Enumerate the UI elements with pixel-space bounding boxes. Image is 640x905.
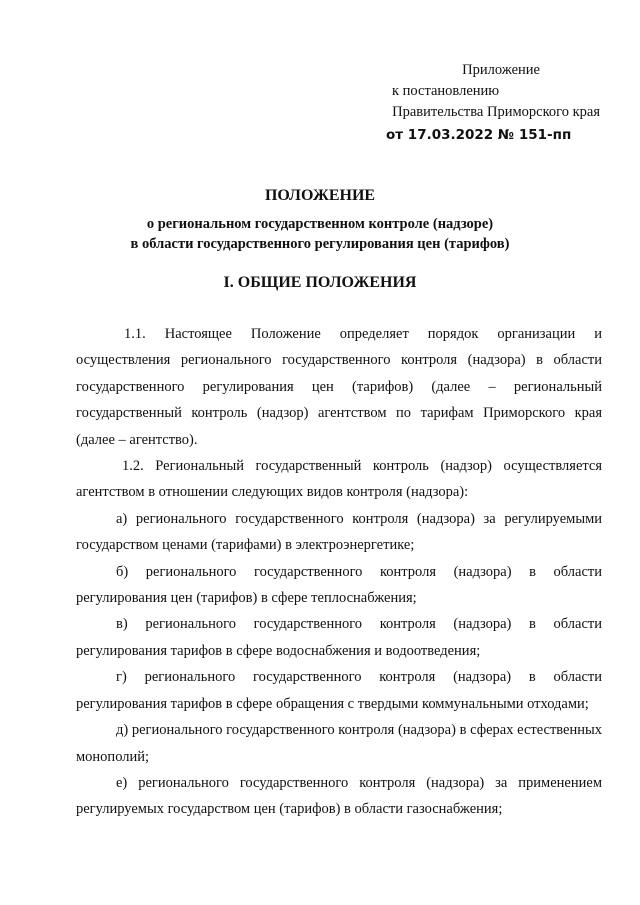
document-subtitle-line-2: в области государственного регулирования цен (тарифов)	[130, 236, 510, 252]
list-item-e: е) регионального государственного контроля (надзора) за применением регулируемых государством цен (тарифов) в области газоснабжения;	[76, 774, 602, 818]
list-item-d: д) регионального государственного контроля (надзора) в сферах естественных монополий;	[76, 722, 602, 765]
approval-line-resolution: к постановлению	[392, 83, 500, 99]
document-subtitle-line-1: о региональном государственном контроле (надзоре)	[146, 216, 494, 232]
list-item-g: г) регионального государственного контроля (надзора) в области регулирования тарифов в сфере обращения с твердыми коммунальными отходами;	[76, 669, 602, 712]
approval-line-date-number: от 17.03.2022 № 151-пп	[386, 127, 572, 143]
document-body	[76, 321, 602, 823]
approval-line-government: Правительства Приморского края	[392, 104, 600, 120]
paragraph-1-1: 1.1. Настоящее Положение определяет порядок организации и осуществления регионального государственного контроля (надзора) в области государственного регулирования цен (тарифов) (далее – региональный государственный контроль (надзор) агентством по тарифам Приморского края (далее – агентство).	[76, 326, 602, 448]
list-item-v: в) регионального государственного контроля (надзора) в области регулирования тарифов в сфере водоснабжения и водоотведения;	[76, 616, 602, 659]
list-item-b: б) регионального государственного контроля (надзора) в области регулирования цен (тарифов) в сфере теплоснабжения;	[76, 563, 602, 607]
approval-stamp	[360, 60, 600, 146]
list-item-a: а) регионального государственного контроля (надзора) за регулируемыми государством ценами (тарифами) в электроэнергетике;	[76, 510, 602, 554]
section-heading: I. ОБЩИЕ ПОЛОЖЕНИЯ	[223, 274, 417, 291]
document-title: ПОЛОЖЕНИЕ	[264, 187, 376, 204]
approval-line-appendix: Приложение	[462, 62, 540, 78]
paragraph-1-2: 1.2. Региональный государственный контроль (надзор) осуществляется агентством в отношении следующих видов контроля (надзора):	[76, 458, 602, 501]
